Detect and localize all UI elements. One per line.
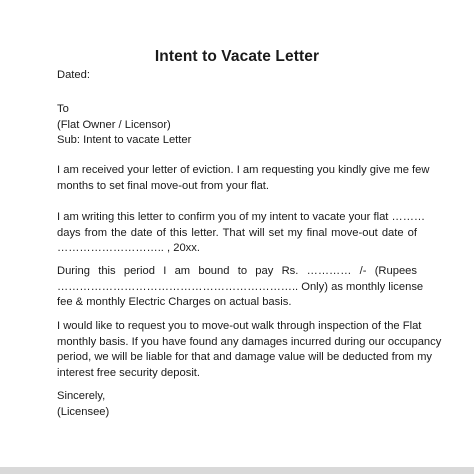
paragraph-inspection-line-3: period, we will be liable for that and damage value will be deducted from my xyxy=(57,351,432,363)
recipient-name: (Flat Owner / Licensor) xyxy=(57,118,171,131)
paragraph-payment-line-1: During this period I am bound to pay Rs. ………… /- (Rupees xyxy=(57,265,417,277)
page-bottom-edge xyxy=(0,467,474,474)
paragraph-payment xyxy=(57,264,424,311)
subject-line: Sub: Intent to vacate Letter xyxy=(57,134,192,146)
letter-title: Intent to Vacate Letter xyxy=(154,48,320,65)
dated-line xyxy=(57,68,417,84)
paragraph-inspection xyxy=(57,319,442,381)
paragraph-eviction-line-1: I am received your letter of eviction. I am requesting you kindly give me few xyxy=(57,164,430,176)
paragraph-inspection-line-1: I would like to request you to move-out walk through inspection of the Flat xyxy=(57,320,422,332)
paragraph-payment-line-2: ……………………………………………………….. Only) as monthly license xyxy=(57,280,424,293)
paragraph-inspection-line-2: monthly basis. If you have found any damages incurred during our occupancy xyxy=(57,335,442,348)
paragraph-intent-line-3: ……………………….. , 20xx. xyxy=(57,242,200,254)
paragraph-eviction xyxy=(57,163,430,194)
paragraph-inspection-line-4: interest free security deposit. xyxy=(57,366,201,379)
paragraph-intent-line-1: I am writing this letter to confirm you of my intent to vacate your flat ……… xyxy=(57,211,426,223)
paragraph-eviction-line-2: months to set final move-out from your flat. xyxy=(57,179,270,192)
recipient-block xyxy=(57,102,417,149)
paragraph-payment-line-3: fee & monthly Electric Charges on actual basis. xyxy=(57,296,292,308)
paragraph-intent-line-2: days from the date of this letter. That will set my final move-out date of xyxy=(57,226,417,239)
closing-block xyxy=(57,389,417,420)
to-label: To xyxy=(57,103,69,115)
closing-signature: (Licensee) xyxy=(57,405,110,418)
paragraph-intent xyxy=(57,210,426,257)
dated-label: Dated: xyxy=(57,69,90,81)
closing-salutation: Sincerely, xyxy=(57,390,106,402)
